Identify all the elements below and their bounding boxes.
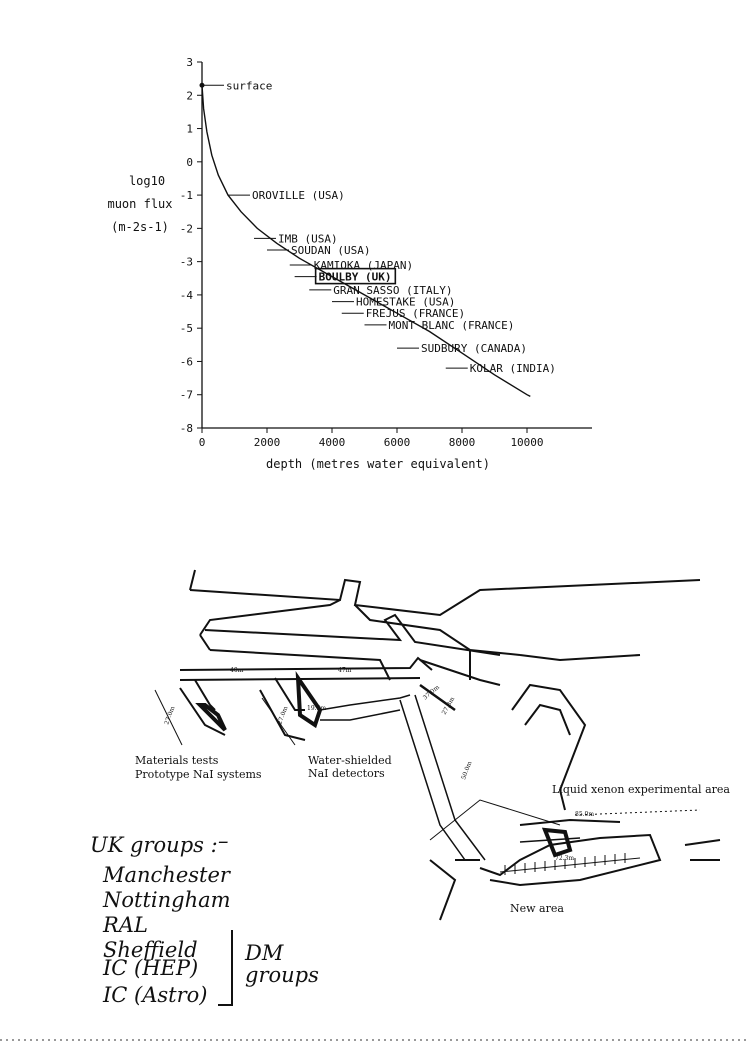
caption-new-area: New area (510, 902, 564, 915)
caption-liquid-xenon: Liquid xenon experimental area (552, 783, 730, 796)
group-item: RAL (103, 913, 148, 937)
dimension-label: 40m (230, 667, 244, 674)
annotation-label: HOMESTAKE (USA) (356, 295, 456, 309)
y-tick-label: 0 (186, 155, 193, 169)
x-axis-title: depth (metres water equivalent) (266, 457, 490, 471)
handwritten-notes-lower (0, 930, 750, 1050)
uk-groups-title: UK groups : (90, 833, 218, 857)
group-item: Manchester (103, 863, 230, 887)
annotation-label: BOULBY (UK) (318, 270, 392, 284)
annotation-label: IMB (USA) (278, 232, 338, 246)
annotation-label: GRAN SASSO (ITALY) (333, 283, 453, 297)
dimension-label: 85.0m (575, 811, 595, 818)
dimension-label: 47m (338, 667, 352, 674)
annotation-label: OROVILLE (USA) (252, 189, 345, 203)
xenon-area (520, 810, 700, 855)
y-tick-label: -1 (179, 189, 193, 203)
x-tick-label: 2000 (253, 436, 281, 449)
y-axis-title (107, 174, 172, 234)
x-tick-label: 8000 (448, 436, 476, 449)
annotation-label: SOUDAN (USA) (291, 243, 371, 257)
group-item: IC (HEP) (103, 956, 199, 980)
annotation-label: surface (226, 79, 273, 93)
y-tick-label: 3 (186, 56, 193, 69)
x-tick-label: 4000 (318, 436, 346, 449)
dimension-label: 27.0m (163, 705, 177, 726)
y-axis-title-line-2: muon flux (107, 197, 173, 211)
annotation-label: KOLAR (INDIA) (469, 362, 556, 376)
y-ticks (180, 56, 202, 435)
y-axis-title-line-3: (m-2s-1) (111, 220, 169, 234)
y-tick-label: -8 (179, 422, 193, 435)
caption-water-shielded: Water-shielded (308, 754, 392, 767)
annotation-label: SUDBURY (CANADA) (421, 342, 527, 356)
dimension-label: 37.0m (421, 683, 441, 702)
y-tick-label: -5 (179, 322, 193, 336)
y-axis-title-line-1: log10 (128, 174, 166, 188)
boulby-mine-layout-map (0, 560, 750, 960)
dimension-label: 50.0m (460, 760, 474, 781)
x-ticks (199, 428, 544, 449)
surface-point (200, 83, 205, 88)
y-tick-label: -4 (179, 288, 193, 302)
annotation-label: MONT BLANC (FRANCE) (388, 318, 515, 332)
y-tick-label: -2 (179, 222, 193, 236)
group-bracket (218, 930, 232, 1005)
group-item: IC (Astro) (103, 983, 208, 1007)
x-tick-label: 6000 (383, 436, 411, 449)
tunnel-outlines (180, 570, 720, 920)
caption-nai-detectors: NaI detectors (308, 767, 385, 780)
bracket-label-line-2: groups (245, 963, 319, 987)
y-tick-label: -3 (179, 255, 193, 269)
x-tick-label: 0 (198, 436, 206, 449)
dimension-label: 72.3m (555, 855, 575, 862)
bracket-label-line-1: DM (245, 941, 284, 965)
annotation-label: KAMIOKA (JAPAN) (313, 258, 414, 272)
site-annotations (200, 79, 556, 375)
caption-materials-tests: Materials tests (135, 754, 219, 767)
annotation-label: FREJUS (FRANCE) (365, 307, 466, 321)
y-tick-label: 1 (186, 122, 193, 136)
group-item: Nottingham (103, 888, 231, 912)
dimension-label: 19.5m (307, 705, 327, 712)
caption-prototype-nai: Prototype NaI systems (135, 768, 262, 781)
group-item: Sheffield (103, 938, 198, 960)
y-tick-label: -6 (179, 355, 193, 369)
dimension-label: 27.3m (440, 695, 457, 716)
x-tick-label: 10000 (510, 436, 544, 449)
y-tick-label: 2 (186, 89, 193, 103)
title-dash: – (218, 829, 229, 853)
dimension-label: 27.0m (276, 705, 290, 726)
materials-test-bay (155, 680, 225, 745)
y-tick-label: -7 (179, 388, 193, 402)
